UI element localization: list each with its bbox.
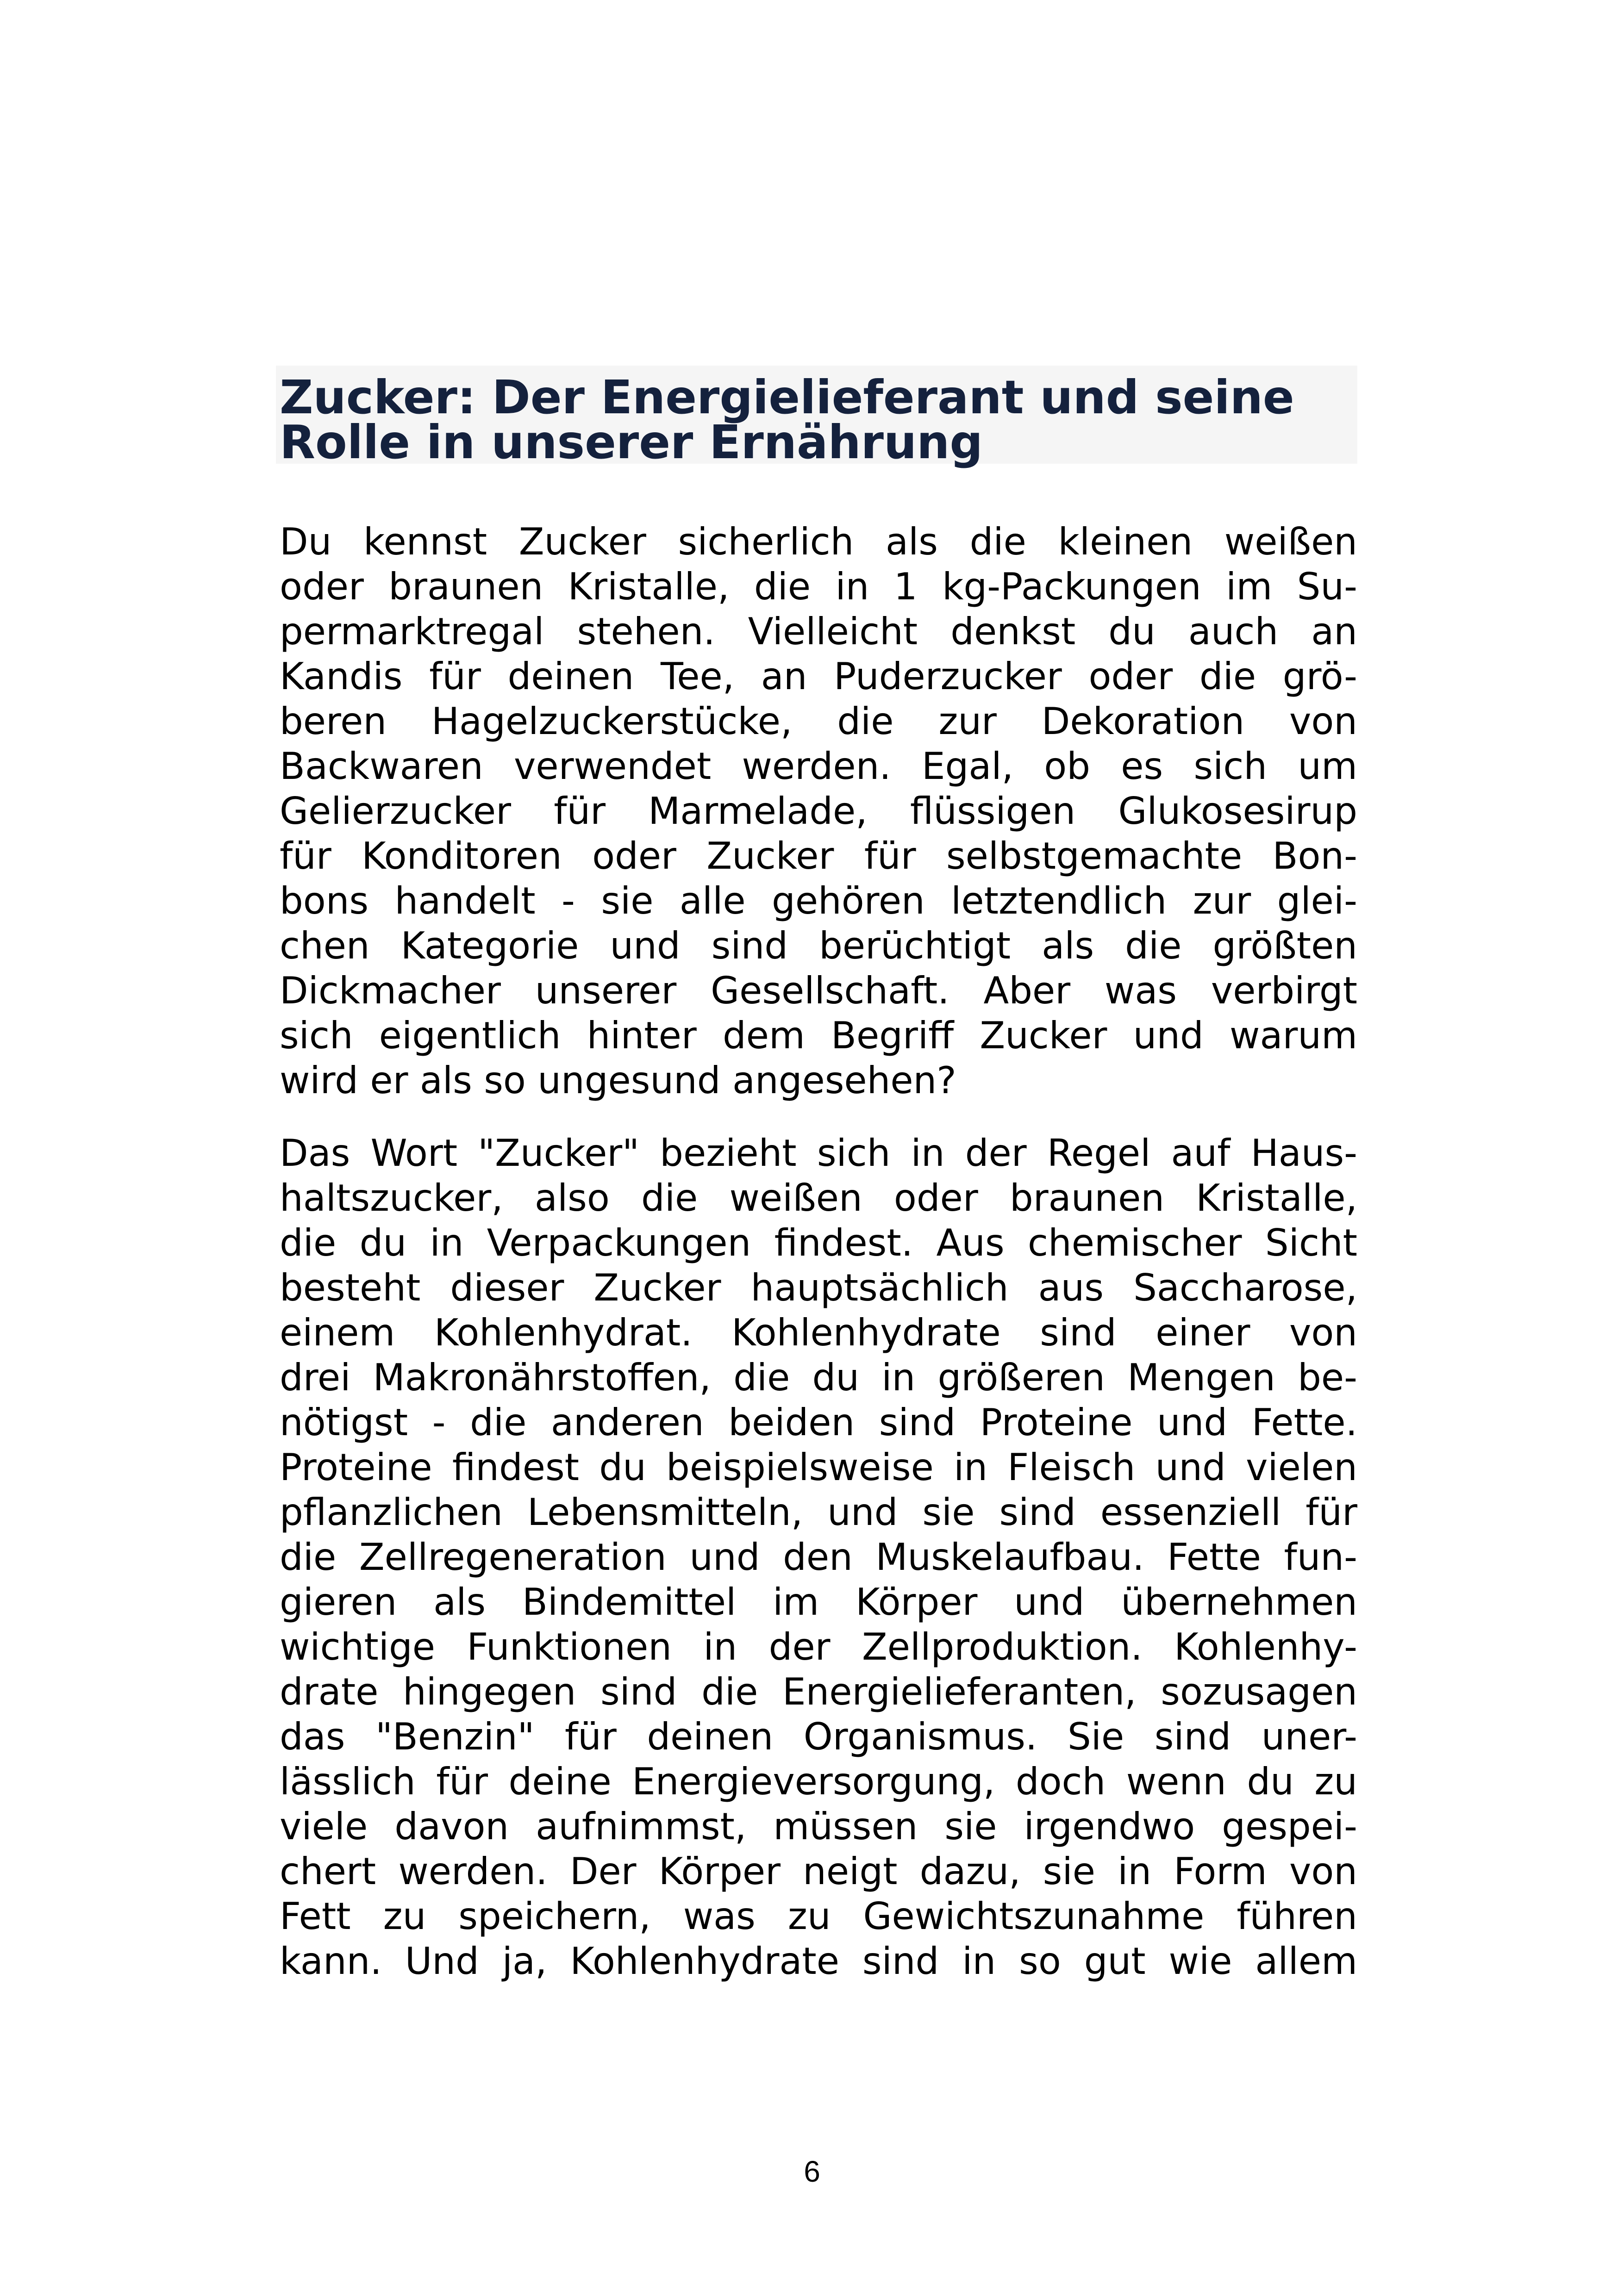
text-line: drei Makronährstoffen, die du in größeren Mengen be- (280, 1356, 1357, 1399)
paragraph-2 (280, 1131, 1357, 1984)
text-line: das "Benzin" für deinen Organismus. Sie sind uner- (280, 1715, 1357, 1758)
text-line: pflanzlichen Lebensmitteln, und sie sind essenziell für (280, 1491, 1357, 1534)
text-line: gieren als Bindemittel im Körper und übernehmen (280, 1580, 1357, 1624)
text-line: einem Kohlenhydrat. Kohlenhydrate sind einer von (280, 1311, 1357, 1354)
text-line: Proteine findest du beispielsweise in Fleisch und vielen (280, 1446, 1357, 1489)
page-number: 6 (804, 2155, 820, 2188)
text-line: lässlich für deine Energieversorgung, doch wenn du zu (280, 1760, 1357, 1803)
text-line: permarktregal stehen. Vielleicht denkst du auch an (280, 610, 1357, 653)
text-line: Kandis für deinen Tee, an Puderzucker oder die grö- (280, 655, 1357, 698)
paragraph-1 (280, 519, 1357, 1103)
text-line: chen Kategorie und sind berüchtigt als die größten (280, 924, 1357, 967)
text-line: sich eigentlich hinter dem Begriff Zucker und warum (280, 1014, 1357, 1057)
text-line: Backwaren verwendet werden. Egal, ob es sich um (280, 745, 1357, 788)
text-line: Dickmacher unserer Gesellschaft. Aber was verbirgt (280, 969, 1357, 1012)
text-line: bons handelt - sie alle gehören letztendlich zur glei- (280, 879, 1357, 922)
text-line: die Zellregeneration und den Muskelaufbau. Fette fun- (280, 1536, 1357, 1579)
text-line: oder braunen Kristalle, die in 1 kg-Packungen im Su- (280, 565, 1357, 608)
heading-box (276, 366, 1357, 469)
title-line: Rolle in unserer Ernährung (280, 415, 983, 469)
text-line: kann. Und ja, Kohlenhydrate sind in so gut wie allem (280, 1940, 1357, 1983)
text-line: wichtige Funktionen in der Zellproduktion. Kohlenhy- (280, 1625, 1357, 1668)
text-line: besteht dieser Zucker hauptsächlich aus Saccharose, (280, 1266, 1357, 1309)
page-content (280, 366, 1357, 1984)
text-line: Gelierzucker für Marmelade, flüssigen Glukosesirup (280, 790, 1357, 833)
text-line: für Konditoren oder Zucker für selbstgemachte Bon- (280, 834, 1357, 877)
text-line: nötigst - die anderen beiden sind Proteine und Fette. (280, 1401, 1357, 1444)
text-line: Fett zu speichern, was zu Gewichtszunahme führen (280, 1895, 1357, 1938)
text-line: wird er als so ungesund angesehen? (280, 1059, 956, 1102)
text-line: haltszucker, also die weißen oder braunen Kristalle, (280, 1176, 1357, 1220)
text-line: drate hingegen sind die Energielieferanten, sozusagen (280, 1670, 1357, 1713)
page-title (280, 369, 1354, 469)
text-line: viele davon aufnimmst, müssen sie irgendwo gespei- (280, 1805, 1357, 1848)
text-line: Du kennst Zucker sicherlich als die kleinen weißen (280, 520, 1357, 563)
text-line: beren Hagelzuckerstücke, die zur Dekoration von (280, 700, 1357, 743)
text-line: chert werden. Der Körper neigt dazu, sie in Form von (280, 1850, 1357, 1893)
title-line: Zucker: Der Energielieferant und seine (280, 370, 1294, 424)
text-line: Das Wort "Zucker" bezieht sich in der Regel auf Haus- (280, 1132, 1357, 1175)
text-line: die du in Verpackungen findest. Aus chemischer Sicht (280, 1221, 1357, 1264)
